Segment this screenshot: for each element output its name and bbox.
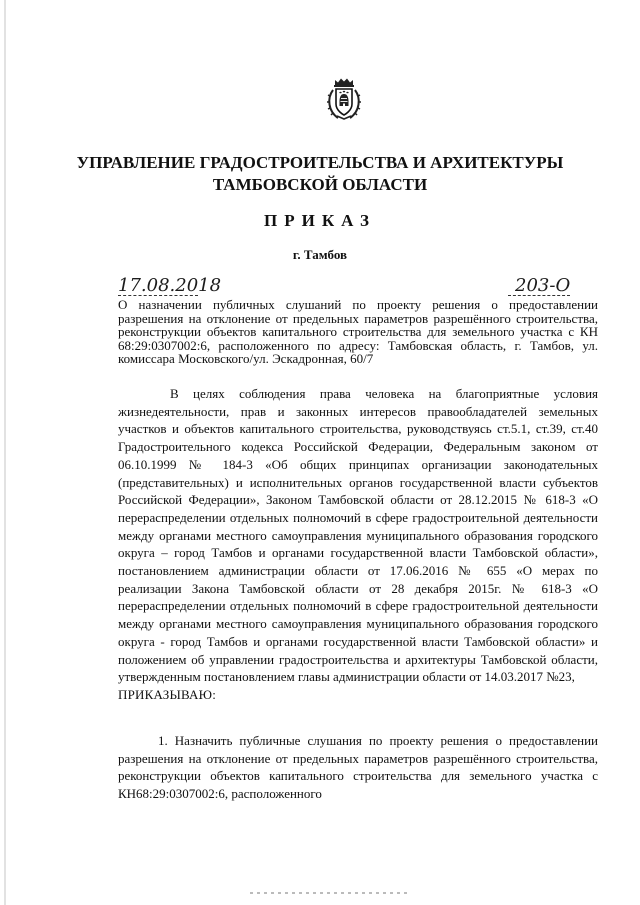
handwritten-date: 17.08.2018 [118, 275, 222, 296]
preamble-paragraph [118, 385, 598, 704]
scan-artifact [250, 892, 410, 894]
order-subject: О назначении публичных слушаний по проекту решения о предоставлении разрешения на отклонение от предельных параметров разрешённого строительства, реконструкции объектов капитального строительства для земельного участка с КН 68:29:0307002:6, расположенного по адресу: Тамбовская область, г. Тамбов, ул. комиссара Московского/ул. Эскадронная, 60/7 [118, 297, 598, 367]
number-underline [508, 295, 570, 296]
order-item-1: 1. Назначить публичные слушания по проекту решения о предоставлении разрешения на отклонение от предельных параметров разрешённого строительства, реконструкции объектов капитального строительства для земельного участка с КН68:29:0307002:6, расположенного [118, 733, 598, 802]
handwritten-order-number: 203-О [515, 275, 571, 296]
organization-name-line2: ТАМБОВСКОЙ ОБЛАСТИ [212, 175, 428, 194]
organization-name-line1: УПРАВЛЕНИЕ ГРАДОСТРОИТЕЛЬСТВА И АРХИТЕКТУРЫ [76, 153, 564, 172]
document-type-title: ПРИКАЗ [264, 211, 376, 230]
place-of-issue: г. Тамбов [292, 247, 348, 262]
date-underline [118, 295, 198, 296]
coat-of-arms-icon [326, 76, 362, 122]
order-directive-word: ПРИКАЗЫВАЮ: [118, 686, 217, 702]
scan-edge [4, 0, 6, 905]
preamble-text: В целях соблюдения права человека на благоприятные условия жизнедеятельности, прав и законных интересов правообладателей земельных участков и объектов капитального строительства, руководствуясь ст.5.1, ст.39, ст.40 Градостроительного кодекса Российской Федерации, Федеральным законом от 06.10.1999 № 184-3 «Об общих принципах организации законодательных (представительных) и исполнительных органов государственной власти субъектов Российской Федерации», Законом Тамбовской области от 28.12.2015 № 618-3 «О перераспределении отдельных полномочий в сфере градостроительной деятельности между органами местного самоуправления муниципального образования городского округа – город Тамбов и органами государственной власти Тамбовской области», постановлением администрации области от 17.06.2016 № 655 «О мерах по реализации Закона Тамбовской области от 28 декабря 2015г. № 618-3 «О перераспределении отдельных полномочий в сфере градостроительной деятельности между органами местного самоуправления муниципального образования городского округа - город Тамбов и органами государственной власти Тамбовской области» и положением об управлении градостроительства и архитектуры Тамбовской области, утвержденным постановлением главы администрации области от 14.03.2017 №23, [118, 386, 598, 685]
